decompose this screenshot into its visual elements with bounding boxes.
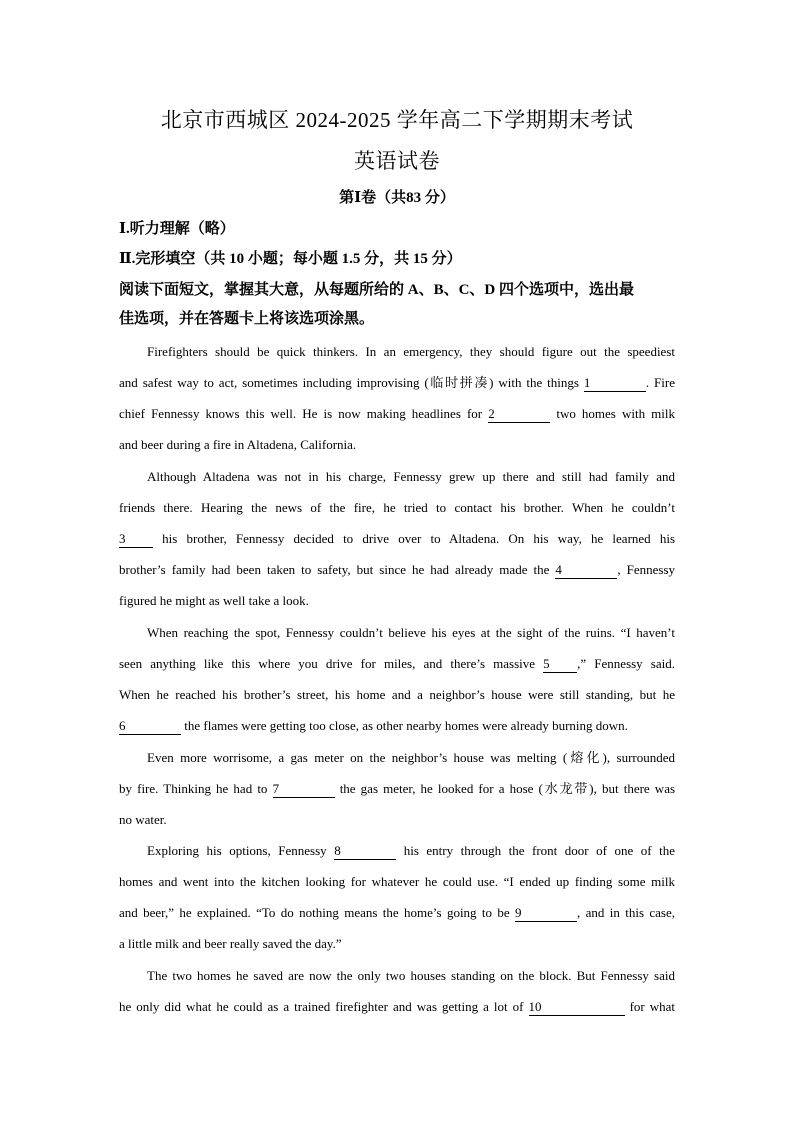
passage-text: and safest way to act, sometimes including improvising (临时拼凑) with the things <box>119 375 579 390</box>
passage-line: figured he might as well take a look. <box>119 593 309 608</box>
passage-text: by fire. Thinking he had to <box>119 781 268 796</box>
passage-line: When he reached his brother’s street, his home and a neighbor’s house were still standing, but he <box>119 687 675 702</box>
passage-text: and beer,” he explained. “To do nothing means the home’s going to be <box>119 905 510 920</box>
exam-subtitle: 英语试卷 <box>354 149 440 173</box>
passage-line <box>119 374 675 392</box>
passage-line: no water. <box>119 812 167 827</box>
passage-line: Firefighters should be quick thinkers. In an emergency, they should figure out the speediest <box>147 344 675 359</box>
passage-text: , and in this case, <box>577 905 675 920</box>
section-cloze: Ⅱ.完形填空（共 10 小题；每小题 1.5 分，共 15 分） <box>119 251 462 267</box>
passage-text: ,” Fennessy said. <box>577 656 675 671</box>
passage-text: chief Fennessy knows this well. He is now making headlines for <box>119 406 483 421</box>
passage-line <box>147 842 675 860</box>
passage-line <box>119 655 675 673</box>
blank-3: 3 <box>119 532 153 548</box>
section-listening: Ⅰ.听力理解（略） <box>119 221 235 237</box>
passage-line: a little milk and beer really saved the day.” <box>119 936 342 951</box>
passage-text: brother’s family had been taken to safety, but since he had already made the <box>119 562 550 577</box>
passage-line <box>119 904 675 922</box>
instruction-line: 佳选项，并在答题卡上将该选项涂黑。 <box>119 311 375 327</box>
blank-5: 5 <box>543 657 577 673</box>
passage-text: he only did what he could as a trained firefighter and was getting a lot of <box>119 999 524 1014</box>
volume-heading: 第Ⅰ卷（共83 分） <box>339 190 455 206</box>
passage-line: Although Altadena was not in his charge, Fennessy grew up there and still had family and <box>147 469 675 484</box>
passage-line <box>119 561 675 579</box>
blank-8: 8 <box>334 844 396 860</box>
passage-line <box>119 530 675 548</box>
blank-1: 1 <box>584 376 646 392</box>
blank-4: 4 <box>555 563 617 579</box>
passage-line: and beer during a fire in Altadena, California. <box>119 437 357 452</box>
passage-text: his brother, Fennessy decided to drive over to Altadena. On his way, he learned his <box>162 531 675 546</box>
passage-text: Exploring his options, Fennessy <box>147 843 327 858</box>
passage-text: the gas meter, he looked for a hose (水龙带), but there was <box>339 781 675 796</box>
passage-text: . Fire <box>645 375 675 390</box>
exam-title: 北京市西城区 2024-2025 学年高二下学期期末考试 <box>160 108 634 132</box>
instruction-line: 阅读下面短文，掌握其大意，从每题所给的 A、B、C、D 四个选项中，选出最 <box>119 282 635 298</box>
blank-7: 7 <box>273 782 335 798</box>
blank-2: 2 <box>488 407 550 423</box>
passage-text: for what <box>629 999 675 1014</box>
blank-10: 10 <box>529 1000 625 1016</box>
passage-text: seen anything like this where you drive for miles, and there’s massive <box>119 656 536 671</box>
passage-line <box>119 998 675 1016</box>
passage-text: the flames were getting too close, as other nearby homes were already burning down. <box>184 718 628 733</box>
passage-text: his entry through the front door of one of the <box>403 843 675 858</box>
blank-9: 9 <box>515 906 577 922</box>
passage-text: two homes with milk <box>556 406 675 421</box>
passage-line: Even more worrisome, a gas meter on the neighbor’s house was melting (熔化), surrounded <box>147 750 675 765</box>
passage-line <box>119 405 675 423</box>
passage-text: , Fennessy <box>617 562 675 577</box>
passage-line: homes and went into the kitchen looking for whatever he could use. “I ended up finding some milk <box>119 874 675 889</box>
passage-line: The two homes he saved are now the only two houses standing on the block. But Fennessy said <box>147 968 675 983</box>
passage-line: When reaching the spot, Fennessy couldn’t believe his eyes at the sight of the ruins. “I haven’t <box>147 625 675 640</box>
passage-line: friends there. Hearing the news of the fire, he tried to contact his brother. When he couldn’t <box>119 500 675 515</box>
passage-line <box>119 717 675 735</box>
passage-line <box>119 780 675 798</box>
blank-6: 6 <box>119 719 181 735</box>
